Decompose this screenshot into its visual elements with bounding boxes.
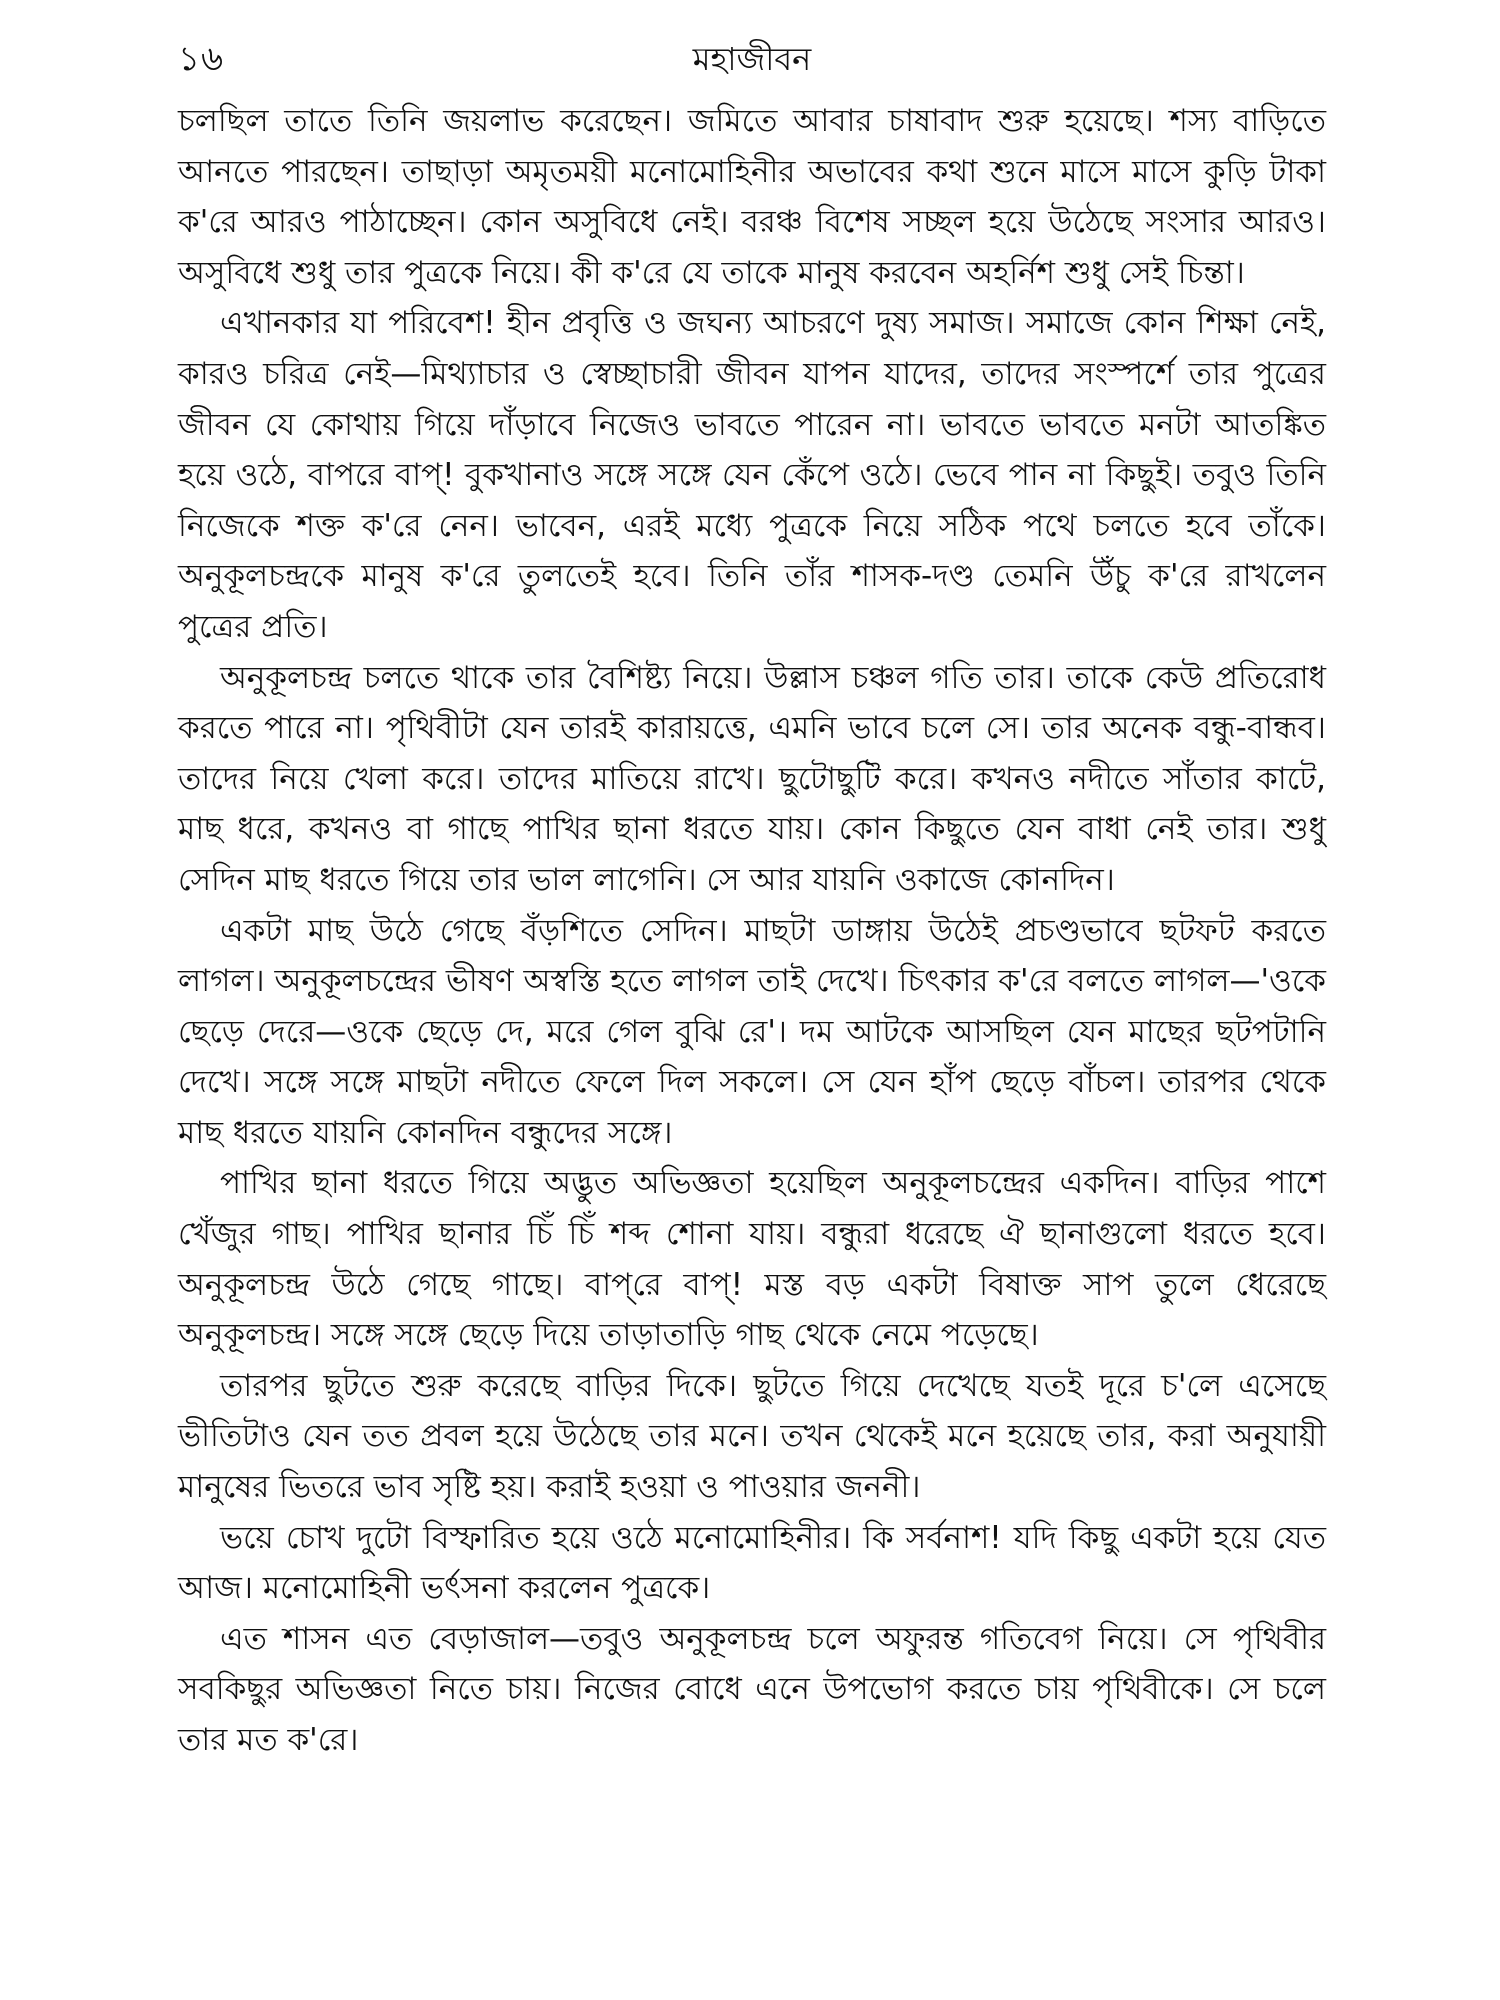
paragraph: পাখির ছানা ধরতে গিয়ে অদ্ভুত অভিজ্ঞতা হয়েছিল অনুকূলচন্দ্রের একদিন। বাড়ির পাশে খেঁজুর গাছ। পাখির ছানার চিঁ চিঁ শব্দ শোনা যায়। বন্ধুরা ধরেছে ঐ ছানাগুলো ধরতে হবে। অনুকূলচন্দ্র উঠে গেছে গাছে। বাপ্‌রে বাপ্! মস্ত বড় একটা বিষাক্ত সাপ তুলে ধেরেছে অনুকূলচন্দ্র। সঙ্গে সঙ্গে ছেড়ে দিয়ে তাড়াতাড়ি গাছ থেকে নেমে পড়েছে।: [178, 1165, 1326, 1354]
page-header: [178, 34, 1326, 94]
paragraph: এত শাসন এত বেড়াজাল—তবুও অনুকূলচন্দ্র চলে অফুরন্ত গতিবেগ নিয়ে। সে পৃথিবীর সবকিছুর অভিজ্ঞতা নিতে চায়। নিজের বোধে এনে উপভোগ করতে চায় পৃথিবীকে। সে চলে তার মত ক'রে।: [178, 1620, 1326, 1758]
paragraph: এখানকার যা পরিবেশ! হীন প্রবৃত্তি ও জঘন্য আচরণে দুষ্য সমাজ। সমাজে কোন শিক্ষা নেই, কারও চরিত্র নেই—মিথ্যাচার ও স্বেচ্ছাচারী জীবন যাপন যাদের, তাদের সংস্পর্শে তার পুত্রের জীবন যে কোথায় গিয়ে দাঁড়াবে নিজেও ভাবতে পারেন না। ভাবতে ভাবতে মনটা আতঙ্কিত হয়ে ওঠে, বাপরে বাপ্! বুকখানাও সঙ্গে সঙ্গে যেন কেঁপে ওঠে। ভেবে পান না কিছুই। তবুও তিনি নিজেকে শক্ত ক'রে নেন। ভাবেন, এরই মধ্যে পুত্রকে নিয়ে সঠিক পথে চলতে হবে তাঁকে। অনুকূলচন্দ্রকে মানুষ ক'রে তুলতেই হবে। তিনি তাঁর শাসক-দণ্ড তেমনি উঁচু ক'রে রাখলেন পুত্রের প্রতি।: [178, 305, 1326, 645]
paragraph: চলছিল তাতে তিনি জয়লাভ করেছেন। জমিতে আবার চাষাবাদ শুরু হয়েছে। শস্য বাড়িতে আনতে পারছেন। তাছাড়া অমৃতময়ী মনোমোহিনীর অভাবের কথা শুনে মাসে মাসে কুড়ি টাকা ক'রে আরও পাঠাচ্ছেন। কোন অসুবিধে নেই। বরঞ্চ বিশেষ সচ্ছল হয়ে উঠেছে সংসার আরও। অসুবিধে শুধু তার পুত্রকে নিয়ে। কী ক'রে যে তাকে মানুষ করবেন অহর্নিশ শুধু সেই চিন্তা।: [178, 103, 1326, 291]
page-number: ১৬: [178, 39, 225, 79]
paragraph: একটা মাছ উঠে গেছে বঁড়শিতে সেদিন। মাছটা ডাঙ্গায় উঠেই প্রচণ্ডভাবে ছটফট করতে লাগল। অনুকূলচন্দ্রের ভীষণ অস্বস্তি হতে লাগল তাই দেখে। চিৎকার ক'রে বলতে লাগল—'ওকে ছেড়ে দেরে—ওকে ছেড়ে দে, মরে গেল বুঝি রে'। দম আটকে আসছিল যেন মাছের ছটপটানি দেখে। সঙ্গে সঙ্গে মাছটা নদীতে ফেলে দিল সকলে। সে যেন হাঁপ ছেড়ে বাঁচল। তারপর থেকে মাছ ধরতে যায়নি কোনদিন বন্ধুদের সঙ্গে।: [178, 912, 1326, 1151]
paragraph: অনুকূলচন্দ্র চলতে থাকে তার বৈশিষ্ট্য নিয়ে। উল্লাস চঞ্চল গতি তার। তাকে কেউ প্রতিরোধ করতে পারে না। পৃথিবীটা যেন তারই কারায়ত্তে, এমনি ভাবে চলে সে। তার অনেক বন্ধু-বান্ধব। তাদের নিয়ে খেলা করে। তাদের মাতিয়ে রাখে। ছুটোছুটি করে। কখনও নদীতে সাঁতার কাটে, মাছ ধরে, কখনও বা গাছে পাখির ছানা ধরতে যায়। কোন কিছুতে যেন বাধা নেই তার। শুধু সেদিন মাছ ধরতে গিয়ে তার ভাল লাগেনি। সে আর যায়নি ওকাজে কোনদিন।: [178, 659, 1326, 898]
paragraph: তারপর ছুটতে শুরু করেছে বাড়ির দিকে। ছুটতে গিয়ে দেখেছে যতই দূরে চ'লে এসেছে ভীতিটাও যেন তত প্রবল হয়ে উঠেছে তার মনে। তখন থেকেই মনে হয়েছে তার, করা অনুযায়ী মানুষের ভিতরে ভাব সৃষ্টি হয়। করাই হওয়া ও পাওয়ার জননী।: [178, 1367, 1326, 1506]
body-text: [178, 96, 1326, 1766]
paragraph: ভয়ে চোখ দুটো বিস্ফারিত হয়ে ওঠে মনোমোহিনীর। কি সর্বনাশ! যদি কিছু একটা হয়ে যেত আজ। মনোমোহিনী ভর্ৎসনা করলেন পুত্রকে।: [178, 1519, 1326, 1607]
running-title: মহাজীবন: [692, 40, 812, 78]
